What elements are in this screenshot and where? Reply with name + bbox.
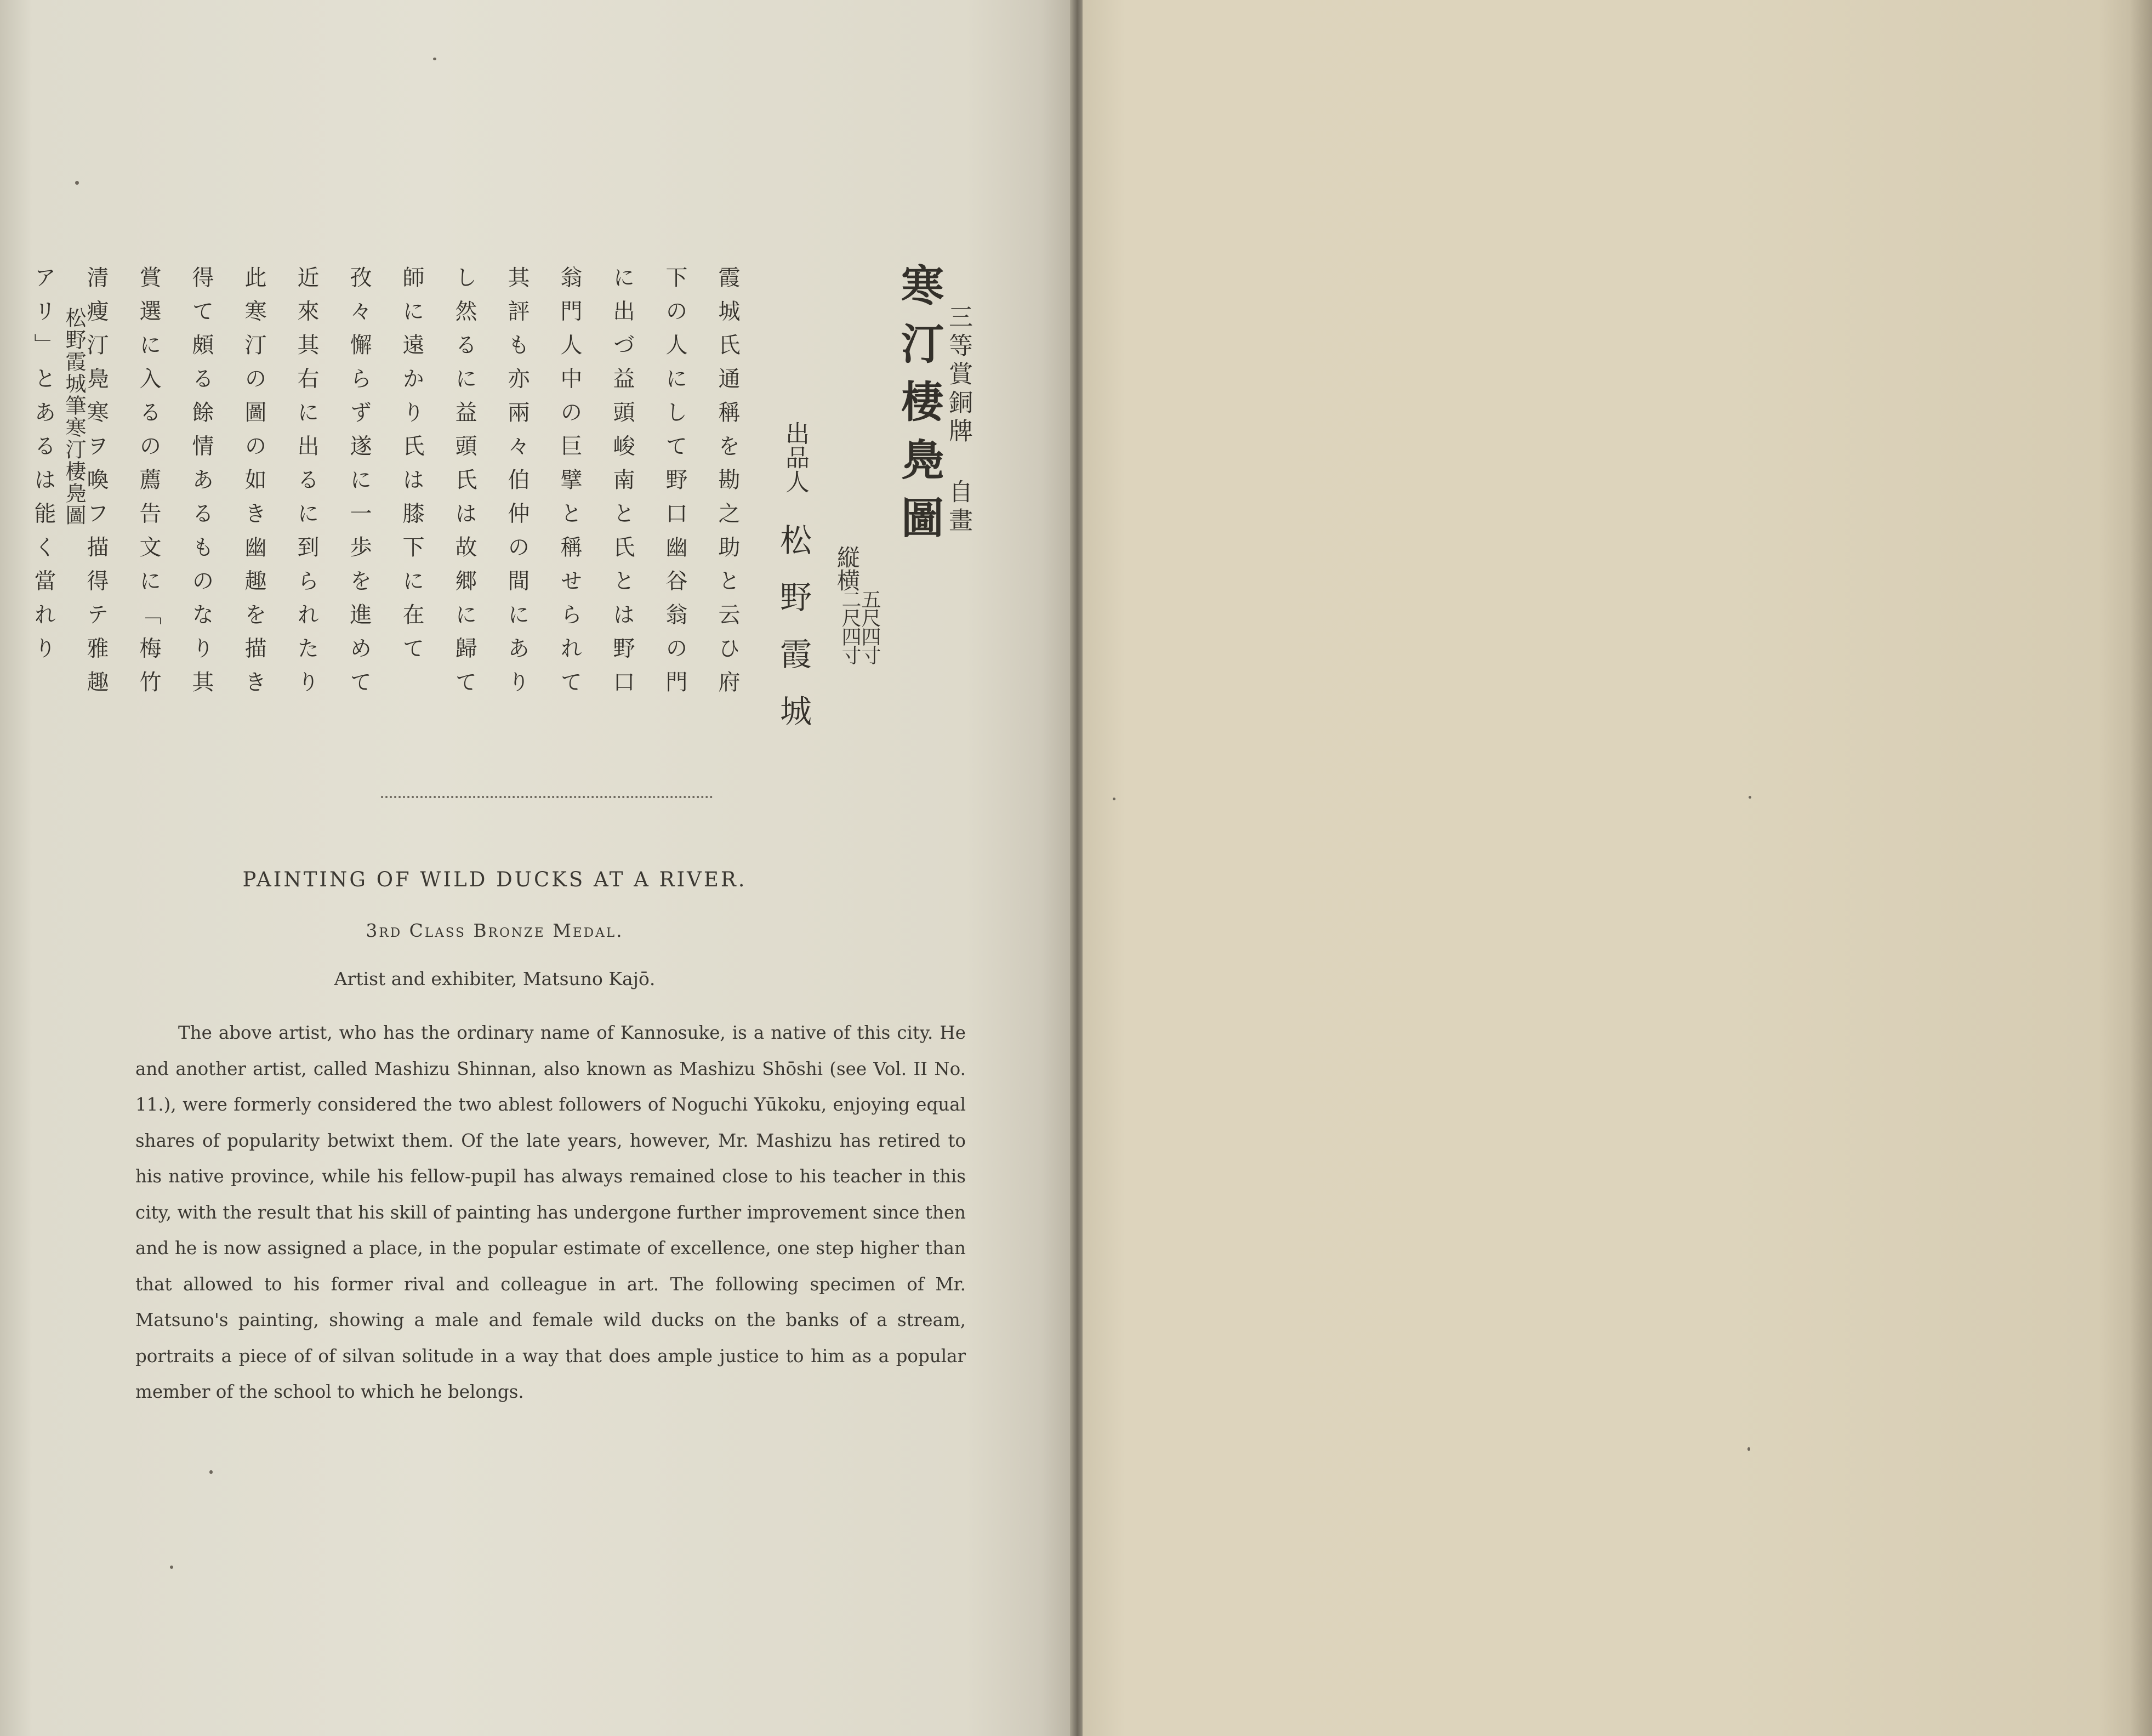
dimensions (836, 589, 880, 688)
dimension-width: 二尺四寸 (839, 589, 861, 664)
dimensions-label: 縦横 (834, 545, 861, 591)
right-page (1083, 0, 2152, 1736)
jp-body-text: 霞城氏通稱を勘之助と云ひ府下の人にして野口幽谷翁の門に出づ益頭峻南と氏とは野口翁門人中の巨擘と稱せられて其評も亦兩々伯仲の間にありし然るに益頭氏は故郷に歸て師に遠かり氏は膝下に在て孜々懈らず遂に一歩を進めて近來其右に出るに到られたり此寒汀の圖の如き幽趣を描き得て頗る餘情あるものなり其賞選に入るの薦告文に「梅竹清瘦汀鳧寒ヲ喚フ描得テ雅趣アリ」とあるは能く當れり (31, 266, 740, 704)
dimension-height: 五尺四寸 (858, 589, 881, 664)
exhibitor-label: 出品人 (781, 421, 809, 493)
paper-speck (1749, 796, 1751, 799)
artist-name: 松野霞城 (775, 523, 812, 752)
en-medal: 3rd Class Bronze Medal. (366, 920, 624, 941)
paper-speck (1113, 798, 1115, 800)
paper-speck (75, 181, 79, 185)
en-title: PAINTING OF WILD DUCKS AT A RIVER. (242, 868, 747, 891)
paper-speck (170, 1566, 173, 1569)
jp-title: 寒汀棲鳧圖 (894, 263, 944, 554)
en-body-content: The above artist, who has the ordinary name of Kannosuke, is a native of this city. He and another artist, called Mashizu Shinnan, also known as Mashizu Shōshi (see Vol. II No. 11.), were formerly considered the two ablest followers of Noguchi Yūkoku, enjoying equal shares of popularity betwixt them. Of the late years, however, Mr. Mashizu has retired to his native province, while his fellow-pupil has always remained close to his teacher in this city, with the result that his skill of painting has undergone further improvement since then and he is now assigned a place, in the popular estimate of excellence, one step higher than that allowed to his former rival and colleague in art. The following specimen of Mr. Matsuno's painting, showing a male and female wild ducks on the banks of a stream, portraits a piece of of silvan solitude in a way that does ample justice to him as a popular member of the school to which he belongs. (135, 1022, 966, 1402)
section-divider (381, 796, 713, 798)
left-page (0, 0, 1073, 1736)
prize-line: 三等賞銅牌 自畫 (944, 304, 972, 536)
en-body-text (135, 1015, 966, 1410)
page-edge-shadow (2130, 0, 2152, 1736)
en-artist: Artist and exhibiter, Matsuno Kajō. (334, 968, 656, 989)
paper-speck (1747, 1447, 1750, 1451)
paper-speck (209, 1470, 213, 1474)
running-head: 松野霞城筆寒汀棲鳧圖 (62, 307, 86, 526)
paper-speck (433, 58, 436, 60)
